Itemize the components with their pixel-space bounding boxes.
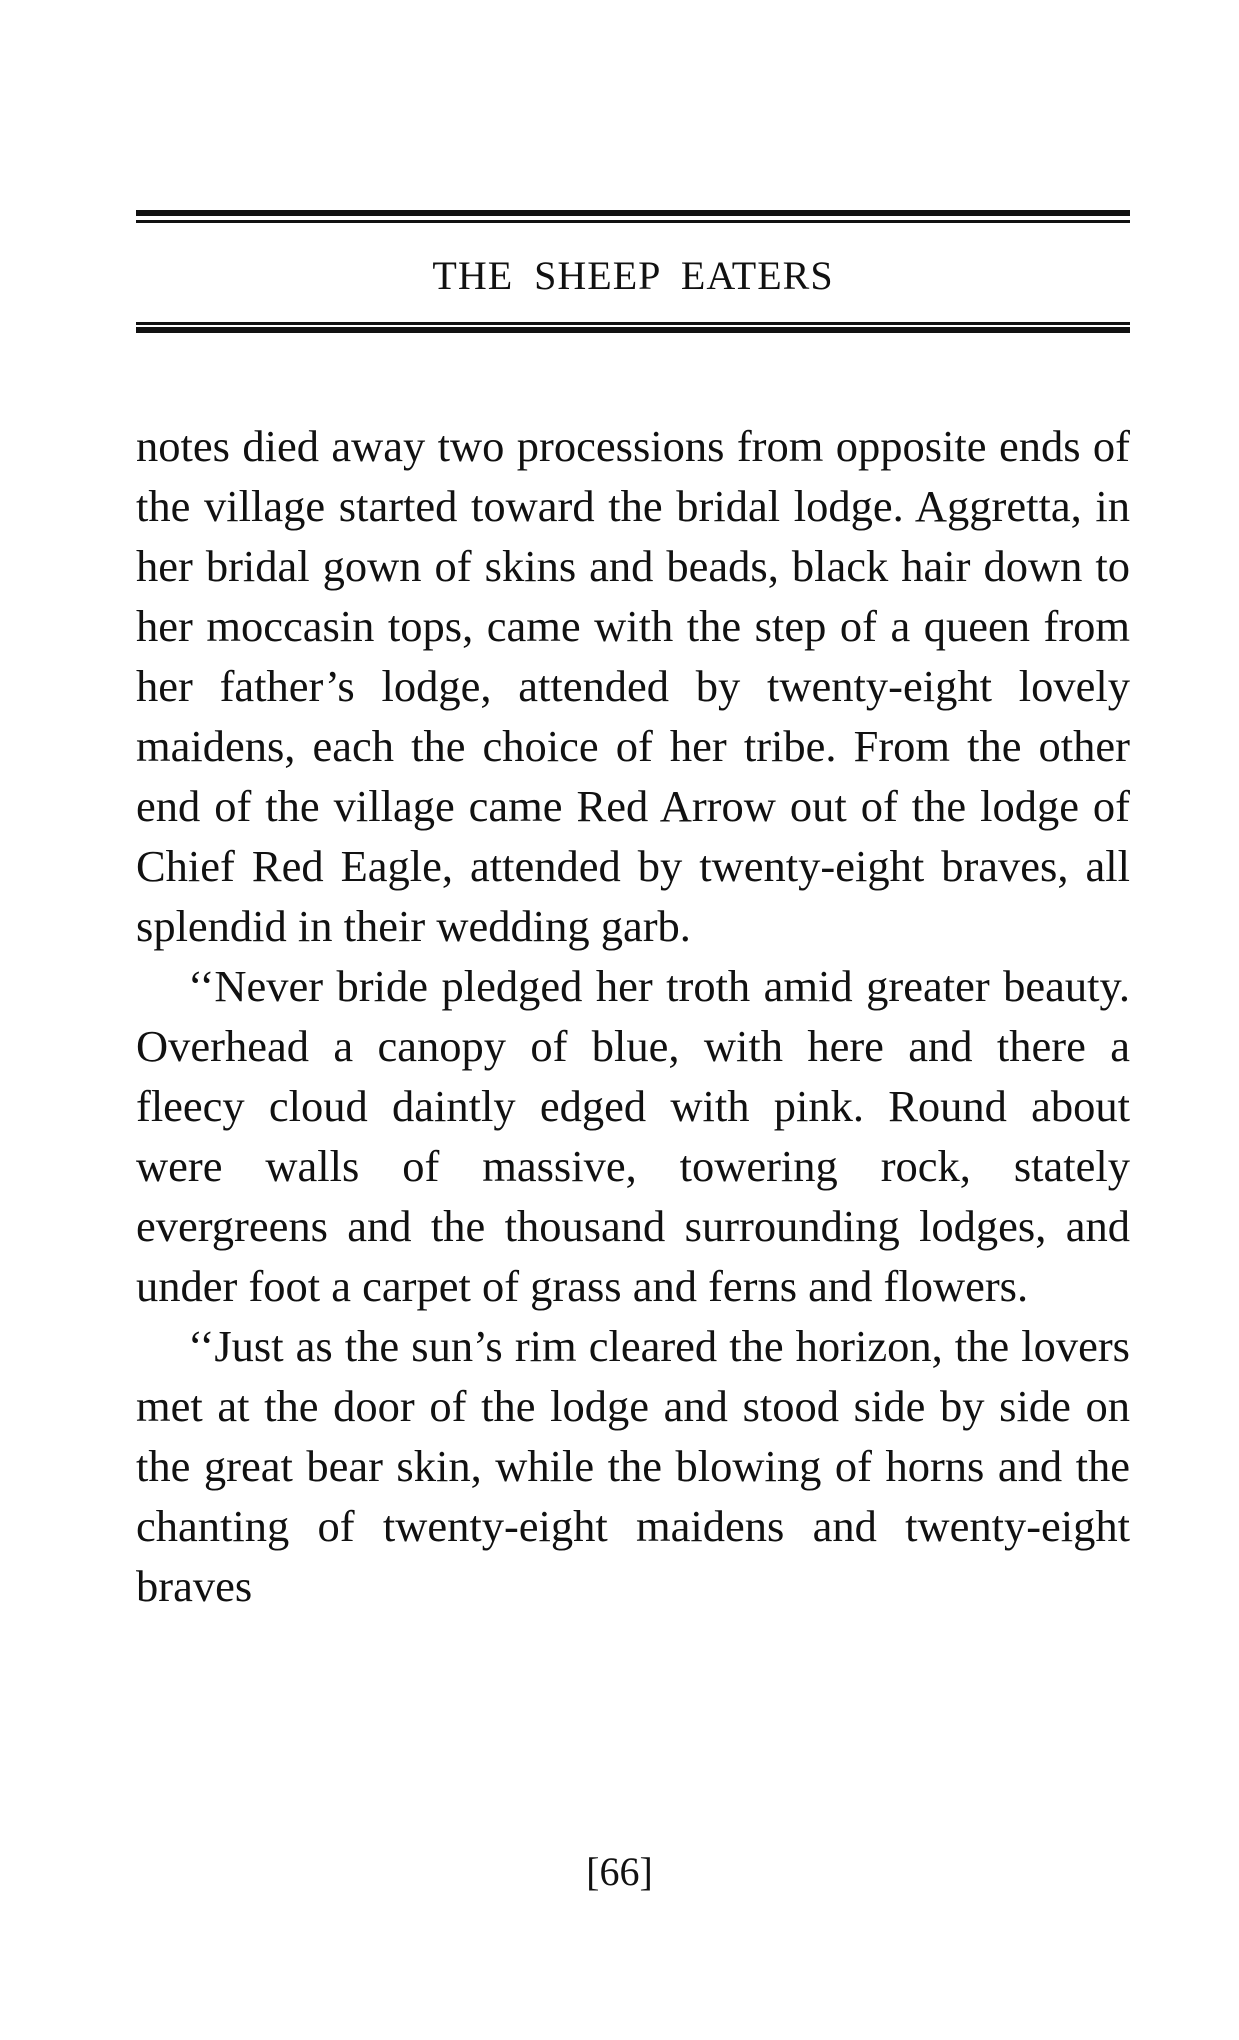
- paragraph: ‘‘Just as the sun’s rim cleared the horizon, the lovers met at the door of the lodge and stood side by side on the great bear skin, while the blowing of horns and the chanting of twenty-eight maidens and twenty-eight braves: [136, 1321, 1130, 1611]
- paragraph: ‘‘Never bride pledged her troth amid greater beauty. Overhead a canopy of blue, with here and there a fleecy cloud daintly edged with pink. Round about were walls of massive, towering rock, stately evergreens and the thousand surrounding lodges, and under foot a carpet of grass and ferns and flowers.: [136, 961, 1130, 1311]
- header-rule-bottom-thin: [136, 322, 1130, 325]
- header-rule-top: [136, 210, 1130, 224]
- running-head: THE SHEEP EATERS: [432, 253, 834, 298]
- body-text: [136, 416, 1130, 1616]
- page-number: [66]: [586, 1849, 653, 1894]
- paragraph: notes died away two processions from opposite ends of the village started toward the bridal lodge. Aggretta, in her bridal gown of skins and beads, black hair down to her moccasin tops, came with the step of a queen from her father’s lodge, attended by twenty-eight lovely maidens, each the choice of her tribe. From the other end of the village came Red Arrow out of the lodge of Chief Red Eagle, attended by twenty-eight braves, all splendid in their wedding garb.: [136, 421, 1130, 951]
- header-rule-bottom-thick: [136, 327, 1130, 333]
- header-rule-top-thick: [136, 210, 1130, 216]
- header-rule-bottom: [136, 322, 1130, 336]
- header-rule-top-thin: [136, 220, 1130, 223]
